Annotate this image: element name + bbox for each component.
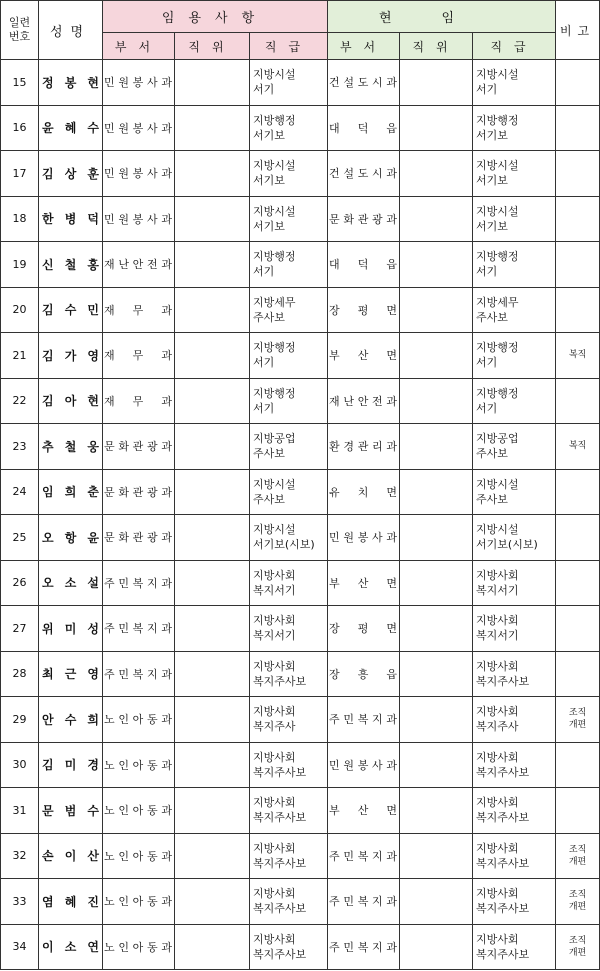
appt-grade-cell: 지방사회 복지서기 <box>250 606 328 652</box>
cur-position-cell <box>400 287 473 333</box>
name-cell: 염 혜 진 <box>39 879 103 925</box>
name-cell: 김 상 훈 <box>39 151 103 197</box>
cur-position-cell <box>400 606 473 652</box>
table-row <box>1 242 600 288</box>
cur-dept-cell: 문 화 관 광 과 <box>328 196 400 242</box>
appt-dept-cell: 노 인 아 동 과 <box>103 697 175 743</box>
cur-dept-header: 부서 <box>328 33 400 60</box>
cur-position-cell <box>400 196 473 242</box>
appt-grade-cell: 지방사회 복지주사 <box>250 697 328 743</box>
remarks-header: 비고 <box>556 1 600 60</box>
appt-grade-cell: 지방시설 서기보 <box>250 196 328 242</box>
appt-dept-cell: 문 화 관 광 과 <box>103 515 175 561</box>
cur-grade-cell: 지방사회 복지주사보 <box>473 833 556 879</box>
appt-position-cell <box>175 833 250 879</box>
table-row <box>1 378 600 424</box>
appt-position-cell <box>175 560 250 606</box>
appt-position-cell <box>175 788 250 834</box>
name-cell: 신 철 홍 <box>39 242 103 288</box>
table-row <box>1 469 600 515</box>
remarks-cell <box>556 560 600 606</box>
remarks-cell <box>556 788 600 834</box>
table-row <box>1 879 600 925</box>
cur-position-cell <box>400 924 473 970</box>
appt-position-cell <box>175 242 250 288</box>
table-row <box>1 515 600 561</box>
name-cell: 추 철 웅 <box>39 424 103 470</box>
appt-grade-cell: 지방사회 복지주사보 <box>250 924 328 970</box>
appt-position-cell <box>175 742 250 788</box>
remarks-cell <box>556 515 600 561</box>
table-row <box>1 742 600 788</box>
appt-dept-header: 부서 <box>103 33 175 60</box>
cur-dept-cell: 민 원 봉 사 과 <box>328 742 400 788</box>
serial-cell: 33 <box>1 879 39 925</box>
serial-cell: 18 <box>1 196 39 242</box>
cur-position-cell <box>400 788 473 834</box>
table-row <box>1 105 600 151</box>
appt-grade-cell: 지방세무 주사보 <box>250 287 328 333</box>
name-cell: 윤 혜 수 <box>39 105 103 151</box>
name-cell: 한 병 덕 <box>39 196 103 242</box>
appt-grade-cell: 지방사회 복지주사보 <box>250 651 328 697</box>
cur-position-cell <box>400 560 473 606</box>
cur-position-cell <box>400 378 473 424</box>
cur-position-cell <box>400 424 473 470</box>
name-cell: 김 가 영 <box>39 333 103 379</box>
appt-dept-cell: 재 무 과 <box>103 287 175 333</box>
cur-grade-cell: 지방사회 복지서기 <box>473 606 556 652</box>
cur-dept-cell: 주 민 복 지 과 <box>328 879 400 925</box>
serial-cell: 31 <box>1 788 39 834</box>
cur-dept-cell: 부 산 면 <box>328 333 400 379</box>
cur-grade-cell: 지방사회 복지주사보 <box>473 788 556 834</box>
serial-cell: 27 <box>1 606 39 652</box>
appt-grade-cell: 지방행정 서기 <box>250 378 328 424</box>
appt-grade-cell: 지방시설 서기보 <box>250 151 328 197</box>
cur-dept-cell: 부 산 면 <box>328 788 400 834</box>
cur-dept-cell: 민 원 봉 사 과 <box>328 515 400 561</box>
appointment-header: 임용사항 <box>103 1 328 33</box>
appt-grade-cell: 지방사회 복지서기 <box>250 560 328 606</box>
appt-dept-cell: 민 원 봉 사 과 <box>103 105 175 151</box>
remarks-cell <box>556 151 600 197</box>
appt-dept-cell: 주 민 복 지 과 <box>103 560 175 606</box>
serial-cell: 32 <box>1 833 39 879</box>
table-row <box>1 333 600 379</box>
name-cell: 임 희 춘 <box>39 469 103 515</box>
cur-dept-cell: 장 평 면 <box>328 287 400 333</box>
table-row <box>1 196 600 242</box>
serial-cell: 25 <box>1 515 39 561</box>
remarks-cell <box>556 196 600 242</box>
appt-grade-cell: 지방행정 서기보 <box>250 105 328 151</box>
appt-dept-cell: 재 난 안 전 과 <box>103 242 175 288</box>
appt-position-cell <box>175 287 250 333</box>
remarks-cell: 조직 개편 <box>556 697 600 743</box>
appt-position-cell <box>175 333 250 379</box>
cur-position-cell <box>400 833 473 879</box>
remarks-cell <box>556 105 600 151</box>
cur-grade-cell: 지방사회 복지주사보 <box>473 651 556 697</box>
remarks-cell <box>556 242 600 288</box>
appt-position-cell <box>175 424 250 470</box>
serial-cell: 26 <box>1 560 39 606</box>
appt-position-cell <box>175 151 250 197</box>
cur-grade-cell: 지방시설 서기 <box>473 60 556 106</box>
cur-position-cell <box>400 742 473 788</box>
serial-cell: 20 <box>1 287 39 333</box>
cur-position-cell <box>400 651 473 697</box>
remarks-cell <box>556 606 600 652</box>
appt-grade-cell: 지방공업 주사보 <box>250 424 328 470</box>
current-header: 현임 <box>328 1 556 33</box>
serial-cell: 21 <box>1 333 39 379</box>
cur-position-cell <box>400 151 473 197</box>
name-cell: 안 수 희 <box>39 697 103 743</box>
cur-dept-cell: 장 평 면 <box>328 606 400 652</box>
name-cell: 최 근 영 <box>39 651 103 697</box>
name-cell: 손 이 산 <box>39 833 103 879</box>
name-cell: 이 소 연 <box>39 924 103 970</box>
cur-dept-cell: 대 덕 읍 <box>328 105 400 151</box>
table-row <box>1 833 600 879</box>
appt-dept-cell: 노 인 아 동 과 <box>103 788 175 834</box>
cur-position-cell <box>400 333 473 379</box>
remarks-cell <box>556 742 600 788</box>
cur-grade-cell: 지방행정 서기 <box>473 333 556 379</box>
table-row <box>1 60 600 106</box>
cur-grade-cell: 지방사회 복지서기 <box>473 560 556 606</box>
appt-grade-cell: 지방시설 서기보(시보) <box>250 515 328 561</box>
appt-grade-header: 직급 <box>250 33 328 60</box>
serial-cell: 30 <box>1 742 39 788</box>
appt-position-header: 직위 <box>175 33 250 60</box>
appt-position-cell <box>175 105 250 151</box>
cur-dept-cell: 건 설 도 시 과 <box>328 60 400 106</box>
remarks-cell <box>556 378 600 424</box>
cur-grade-cell: 지방행정 서기보 <box>473 105 556 151</box>
table-row <box>1 560 600 606</box>
cur-dept-cell: 주 민 복 지 과 <box>328 697 400 743</box>
cur-grade-cell: 지방사회 복지주사보 <box>473 742 556 788</box>
cur-grade-cell: 지방사회 복지주사보 <box>473 879 556 925</box>
appt-position-cell <box>175 651 250 697</box>
remarks-cell: 조직 개편 <box>556 879 600 925</box>
serial-header: 일련 번호 <box>1 1 39 60</box>
cur-grade-header: 직급 <box>473 33 556 60</box>
appt-position-cell <box>175 924 250 970</box>
cur-position-cell <box>400 105 473 151</box>
appt-dept-cell: 민 원 봉 사 과 <box>103 60 175 106</box>
appt-dept-cell: 민 원 봉 사 과 <box>103 196 175 242</box>
appt-position-cell <box>175 606 250 652</box>
name-cell: 김 아 현 <box>39 378 103 424</box>
cur-dept-cell: 부 산 면 <box>328 560 400 606</box>
cur-position-cell <box>400 242 473 288</box>
appt-grade-cell: 지방사회 복지주사보 <box>250 742 328 788</box>
cur-grade-cell: 지방행정 서기 <box>473 378 556 424</box>
appt-dept-cell: 노 인 아 동 과 <box>103 833 175 879</box>
remarks-cell: 복직 <box>556 333 600 379</box>
cur-dept-cell: 환 경 관 리 과 <box>328 424 400 470</box>
table-row <box>1 287 600 333</box>
cur-dept-cell: 재 난 안 전 과 <box>328 378 400 424</box>
remarks-cell <box>556 287 600 333</box>
table-row <box>1 651 600 697</box>
appt-dept-cell: 민 원 봉 사 과 <box>103 151 175 197</box>
table-row <box>1 606 600 652</box>
cur-grade-cell: 지방시설 주사보 <box>473 469 556 515</box>
appt-position-cell <box>175 515 250 561</box>
serial-cell: 22 <box>1 378 39 424</box>
serial-cell: 28 <box>1 651 39 697</box>
appt-dept-cell: 노 인 아 동 과 <box>103 879 175 925</box>
cur-position-cell <box>400 60 473 106</box>
serial-cell: 29 <box>1 697 39 743</box>
name-cell: 정 봉 현 <box>39 60 103 106</box>
table-body <box>1 60 600 970</box>
appt-grade-cell: 지방사회 복지주사보 <box>250 833 328 879</box>
table-row <box>1 924 600 970</box>
remarks-cell <box>556 651 600 697</box>
appt-grade-cell: 지방시설 주사보 <box>250 469 328 515</box>
name-cell: 김 수 민 <box>39 287 103 333</box>
remarks-cell <box>556 469 600 515</box>
serial-cell: 15 <box>1 60 39 106</box>
appt-dept-cell: 문 화 관 광 과 <box>103 469 175 515</box>
cur-grade-cell: 지방행정 서기 <box>473 242 556 288</box>
serial-cell: 23 <box>1 424 39 470</box>
serial-cell: 24 <box>1 469 39 515</box>
cur-dept-cell: 대 덕 읍 <box>328 242 400 288</box>
cur-position-cell <box>400 879 473 925</box>
serial-cell: 34 <box>1 924 39 970</box>
cur-grade-cell: 지방사회 복지주사보 <box>473 924 556 970</box>
cur-grade-cell: 지방공업 주사보 <box>473 424 556 470</box>
appt-dept-cell: 주 민 복 지 과 <box>103 651 175 697</box>
serial-cell: 16 <box>1 105 39 151</box>
cur-dept-cell: 주 민 복 지 과 <box>328 833 400 879</box>
name-cell: 오 항 윤 <box>39 515 103 561</box>
appt-dept-cell: 재 무 과 <box>103 333 175 379</box>
table-row <box>1 424 600 470</box>
cur-grade-cell: 지방시설 서기보 <box>473 151 556 197</box>
appt-position-cell <box>175 60 250 106</box>
name-header: 성명 <box>39 1 103 60</box>
appt-position-cell <box>175 196 250 242</box>
remarks-cell: 조직 개편 <box>556 833 600 879</box>
appt-grade-cell: 지방행정 서기 <box>250 242 328 288</box>
cur-position-cell <box>400 469 473 515</box>
appt-position-cell <box>175 879 250 925</box>
cur-grade-cell: 지방시설 서기보 <box>473 196 556 242</box>
appt-position-cell <box>175 697 250 743</box>
appt-dept-cell: 문 화 관 광 과 <box>103 424 175 470</box>
appt-grade-cell: 지방행정 서기 <box>250 333 328 379</box>
remarks-cell: 조직 개편 <box>556 924 600 970</box>
serial-cell: 17 <box>1 151 39 197</box>
appt-dept-cell: 주 민 복 지 과 <box>103 606 175 652</box>
appt-grade-cell: 지방사회 복지주사보 <box>250 788 328 834</box>
name-cell: 오 소 설 <box>39 560 103 606</box>
appt-dept-cell: 노 인 아 동 과 <box>103 742 175 788</box>
cur-dept-cell: 장 흥 읍 <box>328 651 400 697</box>
cur-position-cell <box>400 697 473 743</box>
appt-position-cell <box>175 378 250 424</box>
cur-position-cell <box>400 515 473 561</box>
cur-dept-cell: 유 치 면 <box>328 469 400 515</box>
name-cell: 김 미 경 <box>39 742 103 788</box>
serial-cell: 19 <box>1 242 39 288</box>
cur-grade-cell: 지방시설 서기보(시보) <box>473 515 556 561</box>
cur-grade-cell: 지방사회 복지주사 <box>473 697 556 743</box>
appt-grade-cell: 지방사회 복지주사보 <box>250 879 328 925</box>
table-row <box>1 151 600 197</box>
appt-dept-cell: 노 인 아 동 과 <box>103 924 175 970</box>
cur-dept-cell: 건 설 도 시 과 <box>328 151 400 197</box>
table-row <box>1 697 600 743</box>
appt-position-cell <box>175 469 250 515</box>
name-cell: 위 미 성 <box>39 606 103 652</box>
appt-grade-cell: 지방시설 서기 <box>250 60 328 106</box>
name-cell: 문 범 수 <box>39 788 103 834</box>
appt-dept-cell: 재 무 과 <box>103 378 175 424</box>
remarks-cell: 복직 <box>556 424 600 470</box>
cur-position-header: 직위 <box>400 33 473 60</box>
cur-grade-cell: 지방세무 주사보 <box>473 287 556 333</box>
table-row <box>1 788 600 834</box>
cur-dept-cell: 주 민 복 지 과 <box>328 924 400 970</box>
remarks-cell <box>556 60 600 106</box>
